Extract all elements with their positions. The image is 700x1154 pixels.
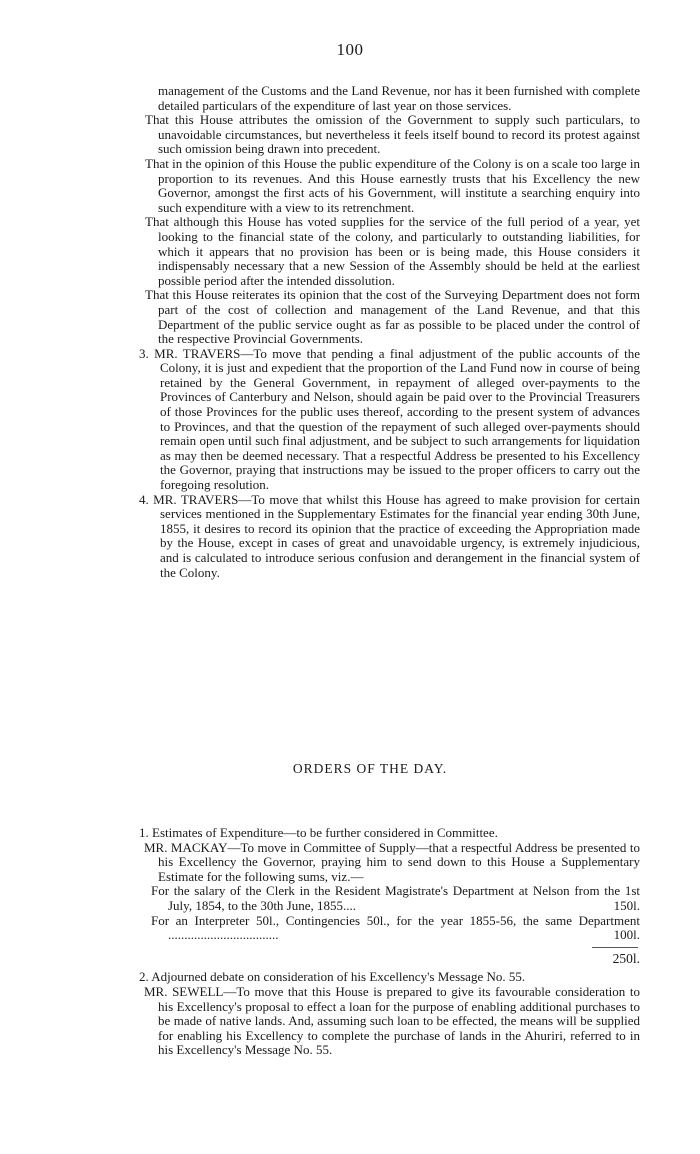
orders-section bbox=[100, 826, 640, 1058]
estimate-total: 250l. bbox=[612, 950, 640, 966]
motion-3: 3. MR. TRAVERS—To move that pending a final adjustment of the public accounts of the Colony, it is just and expedient that the proportion of the Land Fund now in course of being retained by the General Government, in repayment of alleged over-payments to the Provinces of Canterbury and Nelson, should again be paid over to the Provincial Treasurers of those Provinces for the public uses thereof, according to the present system of advances to Provinces, and that the question of the repayment of such alleged over-payments should remain open until such final adjustment, and be subject to such arrangements for liquidation as may then be deemed necessary. That a respectful Address be presented to his Excellency the Governor, praying that instructions may be issued to the proper officers to carry out the foregoing resolution. bbox=[139, 345, 640, 493]
estimate-item-2 bbox=[100, 914, 640, 943]
resolution-paragraph: That this House reiterates its opinion that the cost of the Surveying Department does not form part of the cost of collection and management of the Land Revenue, and that this Department of the public service ought as far as possible to be placed under the control of the respective Provincial Governments. bbox=[145, 287, 640, 347]
order-2-mover: MR. SEWELL—To move that this House is prepared to give its favourable consideration to his Excellency's proposal to effect a loan for the purpose of enabling additional purchases to be made of native lands. And, assuming such loan to be effected, the means will be supplied for enabling his Excellency to complete the purchase of lands in the Ahuriri, referred to in his Excellency's Message No. 55. bbox=[144, 983, 640, 1058]
order-2-title: 2. Adjourned debate on consideration of his Excellency's Message No. 55. bbox=[139, 969, 526, 985]
estimate-item-2-text: For an Interpreter 50l., Contingencies 50l., for the year 1855-56, the same Department .................................. bbox=[151, 912, 640, 943]
estimate-item-2-amount: 100l. bbox=[613, 927, 640, 943]
motions-section bbox=[100, 84, 640, 580]
resolution-paragraph: That although this House has voted supplies for the service of the full period of a year, yet looking to the financial state of the colony, and particularly to outstanding liabilities, for which it appears that no provision has been or is being made, this House considers it indispensably necessary that a new Session of the Assembly should be held at the earliest possible period after the intended dissolution. bbox=[145, 214, 640, 288]
continuation-paragraph: management of the Customs and the Land Revenue, nor has it been furnished with complete detailed particulars of the expenditure of last year on those services. bbox=[158, 83, 640, 113]
resolution-paragraph: That this House attributes the omission of the Government to supply such particulars, to unavoidable circumstances, but nevertheless it feels itself bound to record its protest against such omission being drawn into precedent. bbox=[145, 112, 640, 157]
order-1-title: 1. Estimates of Expenditure—to be further considered in Committee. bbox=[139, 825, 498, 840]
estimate-item-1 bbox=[100, 884, 640, 913]
orders-heading: ORDERS OF THE DAY. bbox=[292, 761, 448, 776]
resolution-paragraph: That in the opinion of this House the public expenditure of the Colony is on a scale too large in proportion to its revenues. And this House earnestly trusts that his Excellency the new Governor, amongst the first acts of his Government, will institute a searching enquiry into such expenditure with a view to its retrenchment. bbox=[145, 155, 640, 215]
order-1-mover: MR. MACKAY—To move in Committee of Supply—that a respectful Address be presented to his Excellency the Governor, praying him to send down to this House a Supplementary Estimate for the following sums, viz.— bbox=[144, 839, 640, 884]
motion-4: 4. MR. TRAVERS—To move that whilst this House has agreed to make provision for certain services mentioned in the Supplementary Estimates for the financial year ending 30th June, 1855, it desires to record its opinion that the practice of exceeding the Appropriation made by the House, except in cases of great and unavoidable urgency, is extremely injudicious, and is calculated to introduce serious confusion and derangement in the financial system of the Colony. bbox=[139, 491, 640, 580]
total-rule bbox=[592, 947, 638, 948]
page-number: 100 bbox=[336, 40, 364, 59]
estimate-item-1-text: For the salary of the Clerk in the Resident Magistrate's Department at Nelson from the 1st July, 1854, to the 30th June, 1855.... bbox=[151, 883, 640, 913]
estimate-item-1-amount: 150l. bbox=[613, 897, 640, 913]
